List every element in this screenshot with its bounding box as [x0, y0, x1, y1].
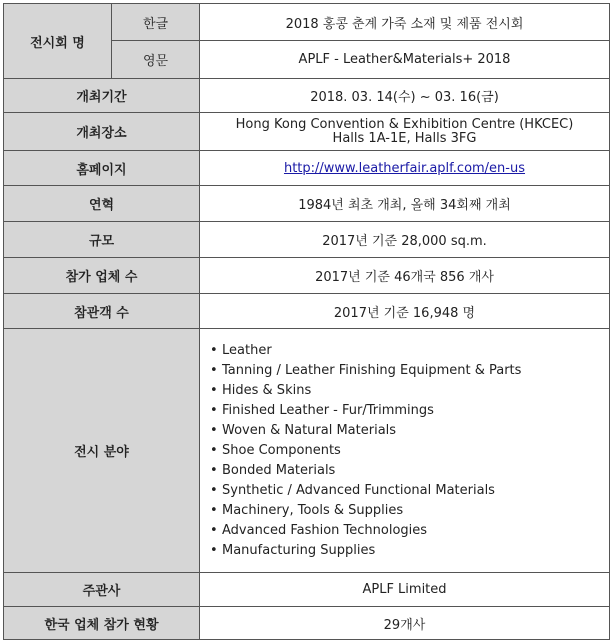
scale-value: 2017년 기준 28,000 sq.m.	[200, 222, 610, 258]
field-item-label: Woven & Natural Materials	[222, 422, 397, 438]
venue-line-1: Hong Kong Convention & Exhibition Centre (HKCEC)	[235, 116, 574, 132]
field-item-label: Bonded Materials	[222, 462, 336, 478]
exhibitors-label: 참가 업체 수	[4, 258, 200, 294]
bullet-icon: •	[210, 462, 218, 478]
korean-name-value: 2018 홍콩 춘계 가죽 소재 및 제품 전시회	[200, 4, 610, 41]
bullet-icon: •	[210, 362, 218, 378]
homepage-value	[200, 151, 610, 186]
bullet-icon: •	[210, 442, 218, 458]
history-value: 1984년 최초 개최, 올해 34회째 개최	[200, 186, 610, 222]
row-organizer	[4, 573, 610, 607]
visitors-label: 참관객 수	[4, 294, 200, 329]
field-item	[210, 361, 605, 381]
bullet-icon: •	[210, 542, 218, 558]
row-scale	[4, 222, 610, 258]
row-period	[4, 79, 610, 113]
organizer-label: 주관사	[4, 573, 200, 607]
bullet-icon: •	[210, 402, 218, 418]
field-item-label: Advanced Fashion Technologies	[222, 522, 428, 538]
exhibition-name-label: 전시회 명	[4, 4, 112, 79]
field-item-label: Finished Leather - Fur/Trimmings	[222, 402, 434, 418]
history-label: 연혁	[4, 186, 200, 222]
field-item-label: Synthetic / Advanced Functional Materials	[222, 482, 495, 498]
field-item	[210, 381, 605, 401]
venue-value	[200, 113, 610, 151]
row-exhibitors	[4, 258, 610, 294]
field-item	[210, 421, 605, 441]
field-item-label: Machinery, Tools & Supplies	[222, 502, 404, 518]
fields-label: 전시 분야	[4, 329, 200, 573]
visitors-value: 2017년 기준 16,948 명	[200, 294, 610, 329]
field-item-label: Hides & Skins	[222, 382, 312, 398]
row-name-ko	[4, 4, 610, 41]
field-item	[210, 541, 605, 561]
fields-list	[204, 341, 605, 561]
venue-label: 개최장소	[4, 113, 200, 151]
row-homepage	[4, 151, 610, 186]
bullet-icon: •	[210, 522, 218, 538]
english-name-value: APLF - Leather&Materials+ 2018	[200, 41, 610, 79]
row-visitors	[4, 294, 610, 329]
korea-label: 한국 업체 참가 현황	[4, 607, 200, 640]
row-venue	[4, 113, 610, 151]
korea-value: 29개사	[200, 607, 610, 640]
field-item-label: Leather	[222, 342, 272, 358]
bullet-icon: •	[210, 482, 218, 498]
field-item	[210, 481, 605, 501]
homepage-label: 홈페이지	[4, 151, 200, 186]
exhibitors-value: 2017년 기준 46개국 856 개사	[200, 258, 610, 294]
bullet-icon: •	[210, 342, 218, 358]
venue-line-2: Halls 1A-1E, Halls 3FG	[332, 130, 477, 146]
field-item-label: Manufacturing Supplies	[222, 542, 376, 558]
english-label: 영문	[112, 41, 200, 79]
homepage-link[interactable]: http://www.leatherfair.aplf.com/en-us	[283, 160, 526, 176]
bullet-icon: •	[210, 422, 218, 438]
scale-label: 규모	[4, 222, 200, 258]
bullet-icon: •	[210, 502, 218, 518]
field-item	[210, 441, 605, 461]
organizer-value: APLF Limited	[200, 573, 610, 607]
bullet-icon: •	[210, 382, 218, 398]
korean-label: 한글	[112, 4, 200, 41]
row-history	[4, 186, 610, 222]
row-fields	[4, 329, 610, 573]
period-label: 개최기간	[4, 79, 200, 113]
field-item-label: Shoe Components	[222, 442, 341, 458]
period-value: 2018. 03. 14(수) ~ 03. 16(금)	[200, 79, 610, 113]
field-item	[210, 341, 605, 361]
field-item	[210, 461, 605, 481]
field-item-label: Tanning / Leather Finishing Equipment & Parts	[222, 362, 522, 378]
field-item	[210, 521, 605, 541]
exhibition-info-table	[3, 3, 610, 640]
field-item	[210, 501, 605, 521]
field-item	[210, 401, 605, 421]
fields-value	[200, 329, 610, 573]
